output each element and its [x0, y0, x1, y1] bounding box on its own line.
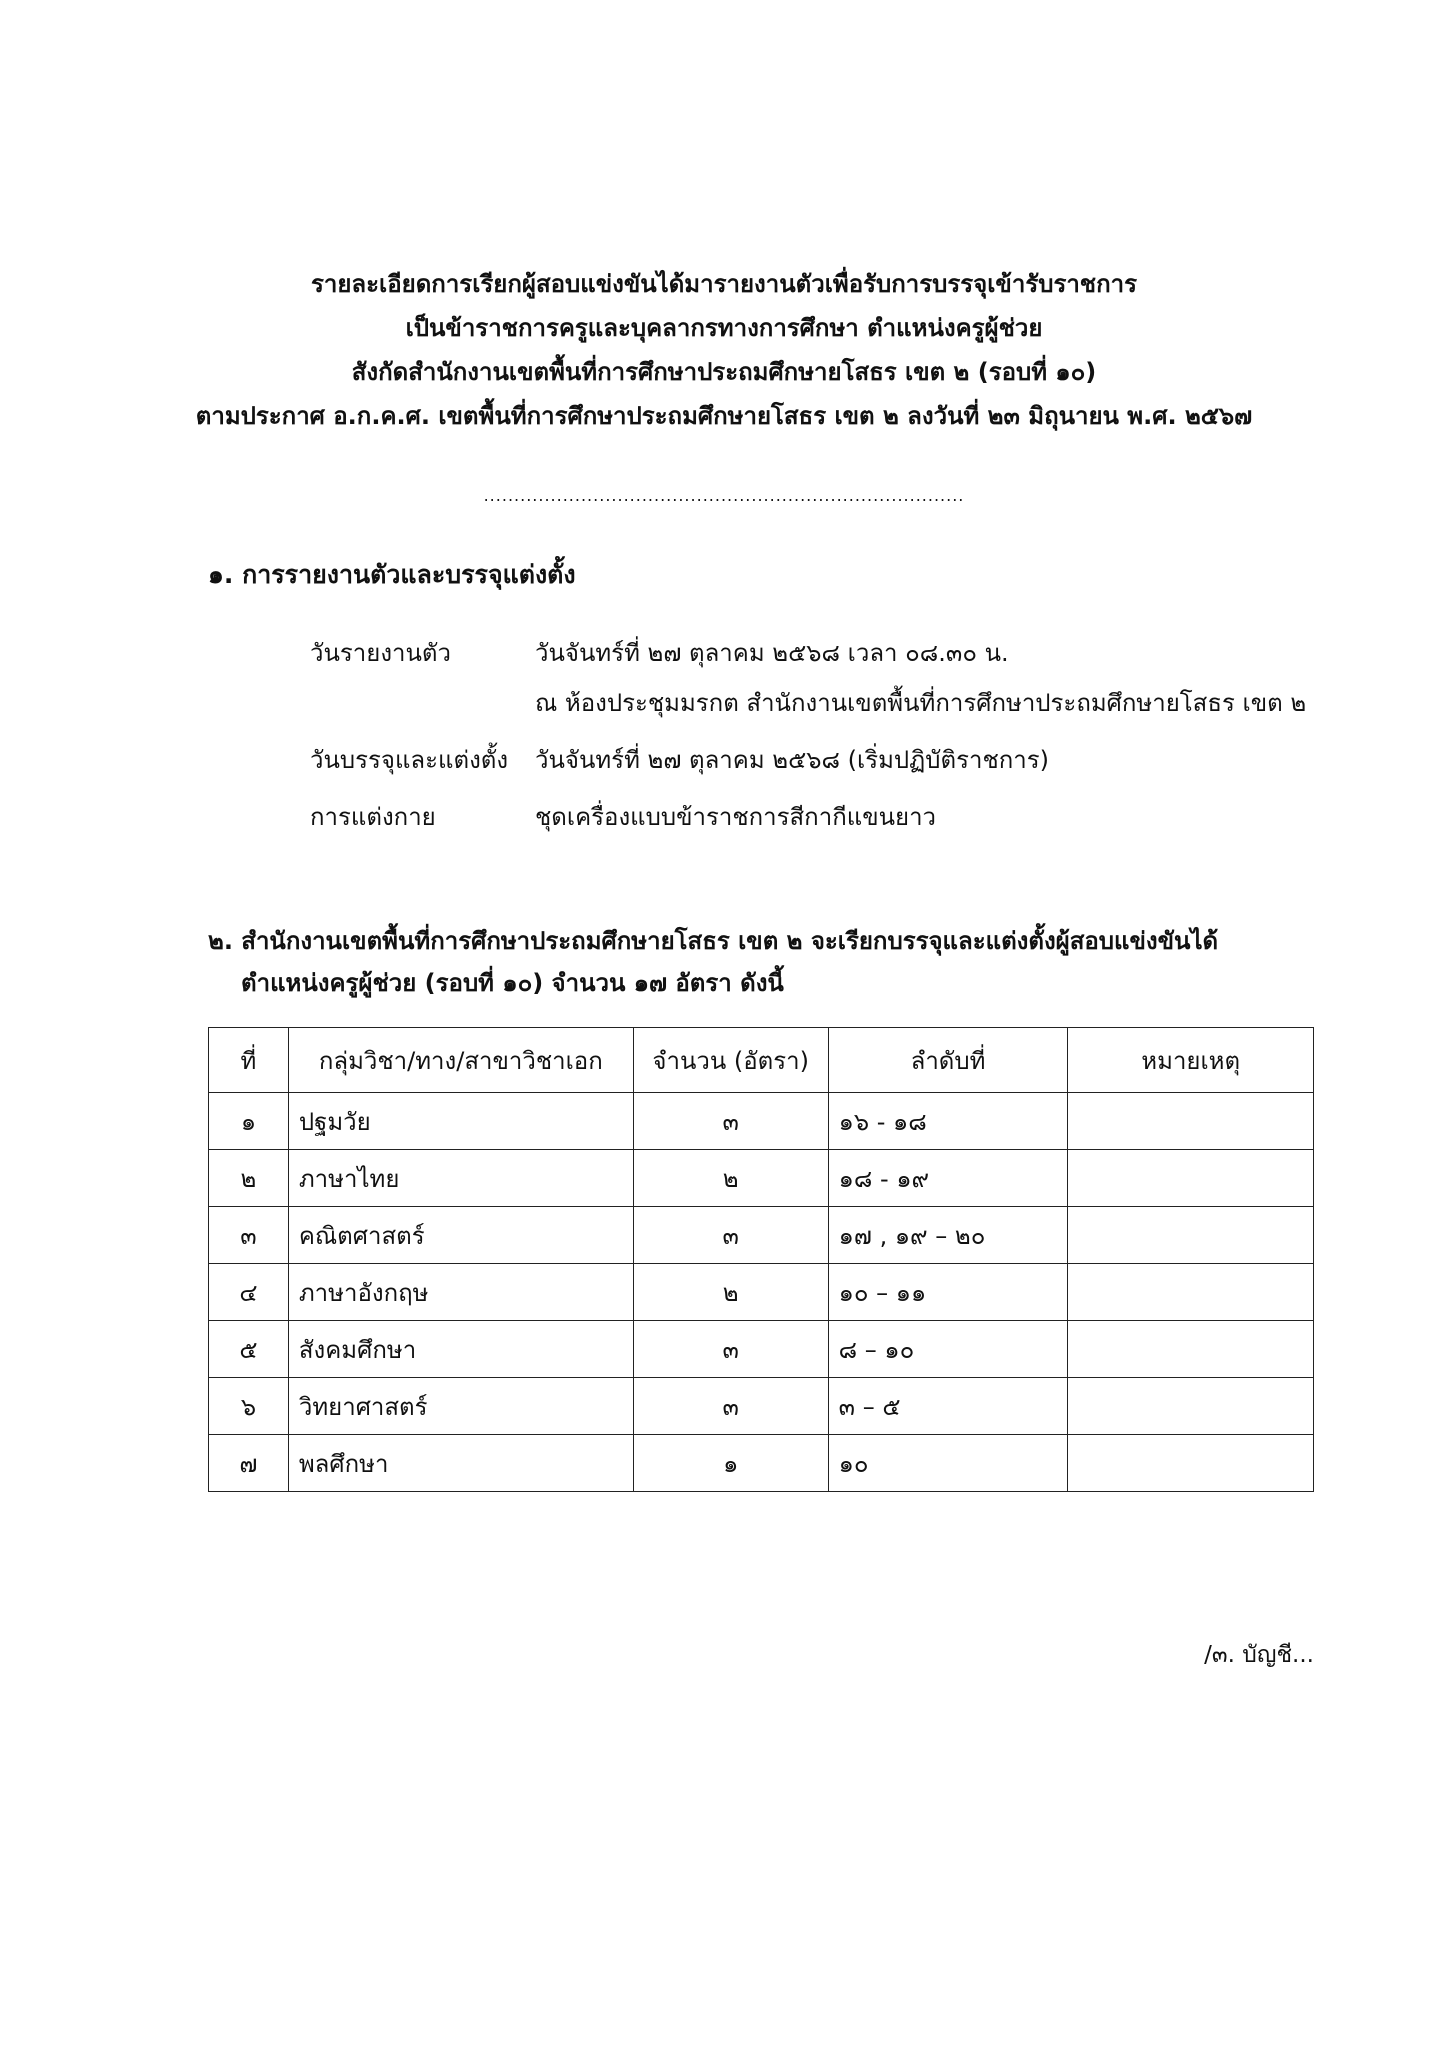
dress-value: ชุดเครื่องแบบข้าราชการสีกากีแขนยาว	[535, 803, 937, 831]
cell-quantity: ๓	[633, 1207, 828, 1264]
header-subject: กลุ่มวิชา/ทาง/สาขาวิชาเอก	[288, 1028, 633, 1093]
title-line-2: เป็นข้าราชการครูและบุคลากรทางการศึกษา ตำแหน่งครูผู้ช่วย	[405, 314, 1043, 342]
cell-subject: คณิตศาสตร์	[288, 1207, 633, 1264]
cell-quantity: ๓	[633, 1321, 828, 1378]
report-date-label: วันรายงานตัว	[310, 639, 451, 667]
table-row	[209, 1378, 1314, 1435]
cell-rank: ๘ – ๑๐	[828, 1321, 1068, 1378]
cell-remark	[1068, 1207, 1314, 1264]
cell-remark	[1068, 1093, 1314, 1150]
cell-remark	[1068, 1321, 1314, 1378]
table-header-row	[209, 1028, 1314, 1093]
cell-no: ๕	[209, 1321, 289, 1378]
title-line-3: สังกัดสำนักงานเขตพื้นที่การศึกษาประถมศึกษายโสธร เขต ๒ (รอบที่ ๑๐)	[351, 358, 1097, 386]
report-place-value: ณ ห้องประชุมมรกต สำนักงานเขตพื้นที่การศึกษาประถมศึกษายโสธร เขต ๒	[535, 689, 1307, 717]
section-2-heading-line-1: ๒. สำนักงานเขตพื้นที่การศึกษาประถมศึกษายโสธร เขต ๒ จะเรียกบรรจุและแต่งตั้งผู้สอบแข่งขันได้	[208, 927, 1219, 955]
table-row	[209, 1150, 1314, 1207]
cell-subject: วิทยาศาสตร์	[288, 1378, 633, 1435]
table-row	[209, 1435, 1314, 1492]
cell-remark	[1068, 1435, 1314, 1492]
cell-quantity: ๒	[633, 1264, 828, 1321]
cell-no: ๔	[209, 1264, 289, 1321]
cell-no: ๒	[209, 1150, 289, 1207]
table-row	[209, 1321, 1314, 1378]
cell-rank: ๑๐	[828, 1435, 1068, 1492]
section-2-heading	[208, 920, 1218, 1004]
cell-subject: ปฐมวัย	[288, 1093, 633, 1150]
cell-subject: สังคมศึกษา	[288, 1321, 633, 1378]
header-rank: ลำดับที่	[828, 1028, 1068, 1093]
cell-rank: ๓ – ๕	[828, 1378, 1068, 1435]
report-date-value: วันจันทร์ที่ ๒๗ ตุลาคม ๒๕๖๘ เวลา ๐๘.๓๐ น.	[535, 639, 1009, 667]
position-table	[208, 1027, 1314, 1492]
table-row	[209, 1264, 1314, 1321]
appoint-date-label: วันบรรจุและแต่งตั้ง	[310, 746, 509, 774]
cell-no: ๖	[209, 1378, 289, 1435]
cell-quantity: ๑	[633, 1435, 828, 1492]
cell-rank: ๑๗ , ๑๙ – ๒๐	[828, 1207, 1068, 1264]
cell-subject: ภาษาไทย	[288, 1150, 633, 1207]
appoint-date-value: วันจันทร์ที่ ๒๗ ตุลาคม ๒๕๖๘ (เริ่มปฏิบัติราชการ)	[535, 746, 1050, 774]
section-1-heading: ๑. การรายงานตัวและบรรจุแต่งตั้ง	[208, 560, 576, 589]
title-line-4: ตามประกาศ อ.ก.ค.ศ. เขตพื้นที่การศึกษาประถมศึกษายโสธร เขต ๒ ลงวันที่ ๒๓ มิถุนายน พ.ศ. ๒๕๖๗	[195, 402, 1253, 430]
cell-remark	[1068, 1378, 1314, 1435]
cell-rank: ๑๐ – ๑๑	[828, 1264, 1068, 1321]
table-row	[209, 1207, 1314, 1264]
section-2-heading-line-2: ตำแหน่งครูผู้ช่วย (รอบที่ ๑๐) จำนวน ๑๗ อัตรา ดังนี้	[241, 969, 784, 997]
cell-subject: ภาษาอังกฤษ	[288, 1264, 633, 1321]
header-quantity: จำนวน (อัตรา)	[633, 1028, 828, 1093]
page-continuation: /๓. บัญชี...	[1204, 1642, 1314, 1668]
cell-quantity: ๓	[633, 1093, 828, 1150]
title-line-1: รายละเอียดการเรียกผู้สอบแข่งขันได้มารายงานตัวเพื่อรับการบรรจุเข้ารับราชการ	[311, 270, 1137, 298]
cell-no: ๗	[209, 1435, 289, 1492]
table-row	[209, 1093, 1314, 1150]
header-remark: หมายเหตุ	[1068, 1028, 1314, 1093]
cell-quantity: ๒	[633, 1150, 828, 1207]
document-title	[0, 262, 1448, 438]
cell-no: ๓	[209, 1207, 289, 1264]
cell-remark	[1068, 1264, 1314, 1321]
cell-no: ๑	[209, 1093, 289, 1150]
dress-label: การแต่งกาย	[310, 803, 436, 831]
cell-subject: พลศึกษา	[288, 1435, 633, 1492]
cell-quantity: ๓	[633, 1378, 828, 1435]
header-no: ที่	[209, 1028, 289, 1093]
cell-rank: ๑๘ - ๑๙	[828, 1150, 1068, 1207]
cell-remark	[1068, 1150, 1314, 1207]
cell-rank: ๑๖ - ๑๘	[828, 1093, 1068, 1150]
dotted-separator: ...............................................................................	[483, 486, 965, 505]
